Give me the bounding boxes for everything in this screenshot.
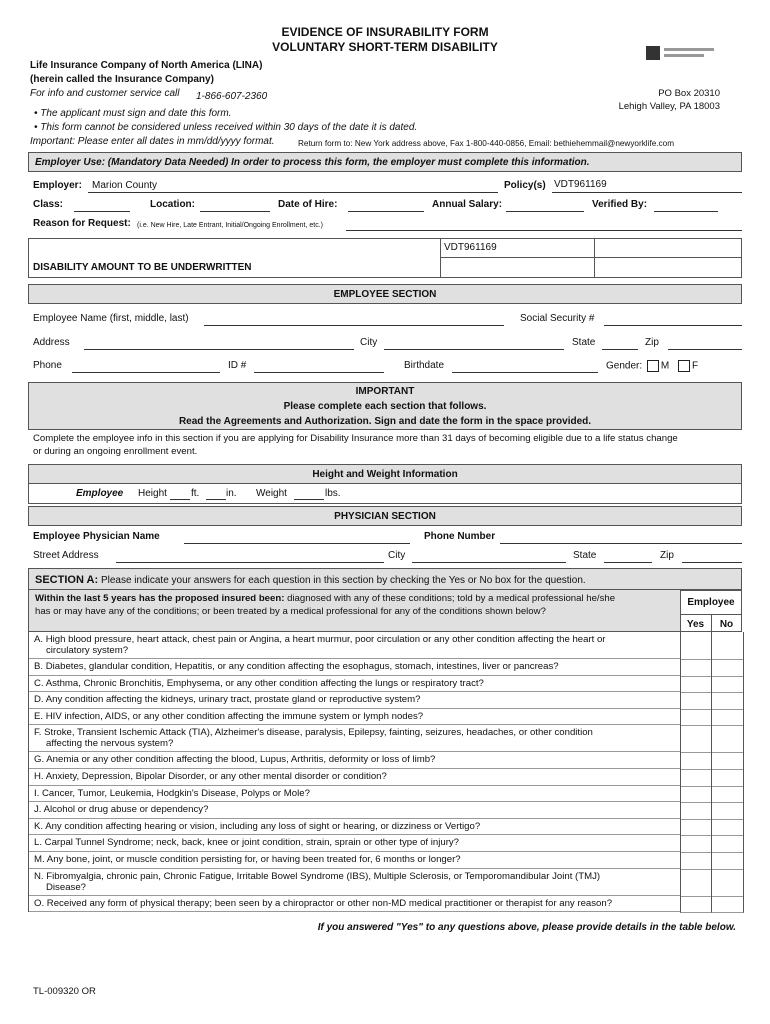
answer-yes-box[interactable]: [680, 752, 712, 770]
answer-yes-box[interactable]: [680, 835, 712, 853]
physician-phone-label: Phone Number: [424, 531, 496, 542]
important-line2: Read the Agreements and Authorization. Sign and date the form in the space provided.: [178, 416, 592, 427]
answer-yes-box[interactable]: [680, 725, 712, 753]
answer-yes-box[interactable]: [680, 659, 712, 677]
question-row: [28, 802, 680, 819]
col-no: No: [719, 619, 734, 630]
weight-label: Weight: [256, 488, 287, 499]
policy-label: Policy(s): [504, 180, 546, 191]
answer-yes-box[interactable]: [680, 709, 712, 727]
form-subtitle: VOLUNTARY SHORT-TERM DISABILITY: [272, 40, 498, 54]
address-field[interactable]: [84, 349, 354, 350]
height-in-field[interactable]: [206, 499, 226, 500]
city-state: Lehigh Valley, PA 18003: [618, 101, 720, 112]
answer-yes-box[interactable]: [680, 869, 712, 897]
hire-label: Date of Hire:: [278, 199, 338, 210]
salary-field[interactable]: [506, 211, 584, 212]
question-text: A. High blood pressure, heart attack, chest pain or Angina, a heart murmur, poor circulation or any other condition affecting the heart or: [34, 634, 606, 645]
section-a-heading: SECTION A:: [35, 574, 99, 586]
question-row: [28, 692, 680, 709]
question-row: [28, 659, 680, 676]
important-line1: Please complete each section that follows.: [283, 401, 487, 412]
birthdate-field[interactable]: [452, 372, 598, 373]
question-row: [28, 896, 680, 913]
answer-yes-box[interactable]: [680, 769, 712, 787]
question-text: G. Anemia or any other condition affecting the blood, Lupus, Arthritis, deformity or loss of limb?: [34, 754, 436, 766]
gender-f-label: F: [692, 360, 699, 372]
question-text: B. Diabetes, glandular condition, Hepatitis, or any condition affecting the esophagus, stomach, intestines, liver or pancreas?: [34, 661, 559, 672]
height-ft-field[interactable]: [170, 499, 190, 500]
company-sub: (herein called the Insurance Company): [30, 74, 214, 85]
gender-group: [606, 360, 698, 373]
verified-label: Verified By:: [592, 199, 648, 210]
zip-field[interactable]: [668, 349, 742, 350]
phys-zip-label: Zip: [660, 550, 674, 561]
physician-phone-field[interactable]: [500, 543, 742, 544]
height-label: Height: [138, 488, 167, 499]
question-text-cont: Disease?: [46, 881, 86, 893]
question-row: [28, 676, 680, 693]
weight-field[interactable]: [294, 499, 324, 500]
ssn-label: Social Security #: [520, 313, 595, 324]
location-field[interactable]: [200, 211, 270, 212]
section-a-instruction: Please indicate your answers for each question in this section by checking the Yes or No box for the question.: [100, 575, 586, 586]
return-address: Return form to: New York address above, Fax 1-800-440-0856, Email: bethiehemmail@newyorklife.com: [298, 139, 675, 148]
question-text: F. Stroke, Transient Ischemic Attack (TIA), Alzheimer's disease, paralysis, Epilepsy, fainting, seizures, headaches, or other condition: [34, 727, 593, 739]
question-row: [28, 786, 680, 803]
hw-row: [28, 484, 742, 504]
question-text: J. Alcohol or drug abuse or dependency?: [34, 804, 209, 816]
phys-state-label: State: [573, 550, 597, 561]
important-title: IMPORTANT: [355, 386, 415, 397]
answer-no-box[interactable]: [711, 769, 744, 787]
answer-no-box[interactable]: [711, 659, 744, 677]
col-yes: Yes: [686, 619, 705, 630]
state-field[interactable]: [602, 349, 638, 350]
address-label: Address: [33, 337, 70, 348]
answer-no-box[interactable]: [711, 852, 744, 870]
answer-yes-box[interactable]: [680, 852, 712, 870]
question-row: [28, 769, 680, 786]
in-label: in.: [226, 488, 237, 499]
employer-label: Employer:: [33, 180, 82, 191]
intro-rest2: has or may have any of the conditions; or been treated by a medical professional for any of the conditions shown below?: [35, 606, 546, 617]
id-field[interactable]: [254, 372, 384, 373]
question-row: [28, 632, 680, 659]
city-field[interactable]: [384, 349, 564, 350]
intro-rest1: diagnosed with any of these conditions; told by a medical professional he/she: [287, 593, 616, 604]
bullet-sign: • The applicant must sign and date this form.: [34, 108, 232, 119]
employee-banner-text: EMPLOYEE SECTION: [333, 289, 437, 300]
po-box: PO Box 20310: [658, 88, 720, 99]
question-text: O. Received any form of physical therapy; been seen by a chiropractor or other non-MD medical practitioner or therapist for any reason?: [34, 897, 613, 909]
answer-no-box[interactable]: [711, 869, 744, 897]
employer-banner-text: Employer Use: (Mandatory Data Needed) In order to process this form, the employer must complete this information.: [35, 157, 590, 168]
physician-banner-text: PHYSICIAN SECTION: [334, 511, 436, 522]
employer-banner: [28, 152, 742, 172]
phys-city-label: City: [388, 550, 406, 561]
question-text: M. Any bone, joint, or muscle condition persisting for, or having been treated for, 6 months or longer?: [34, 854, 461, 865]
physician-banner: [28, 506, 742, 526]
question-text: L. Carpal Tunnel Syndrome; neck, back, knee or joint condition, strain, sprain or other type of injury?: [34, 837, 460, 849]
gender-f-checkbox[interactable]: [678, 360, 690, 372]
answer-yes-box[interactable]: [680, 896, 712, 914]
birthdate-label: Birthdate: [404, 360, 445, 371]
answer-no-box[interactable]: [711, 632, 744, 660]
location-label: Location:: [150, 199, 195, 210]
hw-employee-label: Employee: [76, 488, 124, 499]
phys-zip-field[interactable]: [682, 562, 742, 563]
lbs-label: lbs.: [325, 488, 341, 499]
gender-m-label: M: [660, 360, 670, 372]
section-a-banner: [28, 568, 742, 590]
company-name: Life Insurance Company of North America (LINA): [30, 60, 263, 71]
employer-field[interactable]: [88, 192, 498, 193]
important-box: [28, 382, 742, 430]
hw-banner-text: Height and Weight Information: [312, 469, 458, 480]
verified-field[interactable]: [654, 211, 718, 212]
phys-state-field[interactable]: [604, 562, 652, 563]
reason-hint: (i.e. New Hire, Late Entrant, Initial/Ongoing Enrollment, etc.): [137, 222, 323, 229]
question-row: [28, 725, 680, 752]
important-dates: Important: Please enter all dates in mm/dd/yyyy format.: [30, 136, 275, 147]
ssn-field[interactable]: [604, 325, 742, 326]
employee-banner: [28, 284, 742, 304]
question-row: [28, 752, 680, 769]
gender-m-checkbox[interactable]: [647, 360, 659, 372]
gender-label: Gender:: [606, 360, 643, 372]
question-text: I. Cancer, Tumor, Leukemia, Hodgkin's Disease, Polyps or Mole?: [34, 787, 310, 799]
question-row: [28, 852, 680, 869]
emp-name-label: Employee Name (first, middle, last): [33, 313, 189, 324]
answer-no-box[interactable]: [711, 725, 744, 753]
hw-banner: [28, 464, 742, 484]
answer-yes-box[interactable]: [680, 786, 712, 804]
answer-yes-box[interactable]: [680, 802, 712, 820]
company-logo: [646, 44, 718, 64]
question-text: E. HIV infection, AIDS, or any other condition affecting the immune system or lymph nodes?: [34, 710, 424, 722]
answer-no-box[interactable]: [711, 802, 744, 820]
emp-phone-label: Phone: [33, 360, 62, 371]
info-label: For info and customer service call: [30, 88, 180, 99]
answer-yes-box[interactable]: [680, 819, 712, 837]
question-text: D. Any condition affecting the kidneys, urinary tract, prostate gland or reproductive system?: [34, 694, 421, 706]
question-text: H. Anxiety, Depression, Bipolar Disorder, or any other mental disorder or condition?: [34, 771, 387, 782]
emp-name-field[interactable]: [204, 325, 504, 326]
section-a-intro: [28, 590, 680, 632]
col-employee: Employee: [687, 597, 735, 608]
question-text: K. Any condition affecting hearing or vision, including any loss of sight or hearing, or dizziness or Vertigo?: [34, 820, 481, 832]
state-label: State: [572, 337, 596, 348]
important-note1: Complete the employee info in this section if you are applying for Disability Insurance more than 31 days of becoming eligible due to a life status change: [33, 433, 678, 444]
question-text-cont: affecting the nervous system?: [46, 738, 174, 750]
question-text: N. Fibromyalgia, chronic pain, Chronic Fatigue, Irritable Bowel Syndrome (IBS), Multiple Sclerosis, or Temporomandibular Joint (TMJ): [34, 870, 601, 882]
question-text-cont: circulatory system?: [46, 645, 129, 656]
answer-no-box[interactable]: [711, 692, 744, 710]
phys-city-field[interactable]: [412, 562, 566, 563]
ft-label: ft.: [191, 488, 200, 499]
salary-label: Annual Salary:: [432, 199, 503, 210]
id-label: ID #: [228, 360, 247, 371]
hire-field[interactable]: [348, 211, 424, 212]
disability-amount-field[interactable]: [444, 260, 590, 276]
question-row: [28, 835, 680, 852]
answer-yes-box[interactable]: [680, 692, 712, 710]
reason-label: Reason for Request:: [33, 218, 131, 229]
answer-no-box[interactable]: [711, 835, 744, 853]
answer-no-box[interactable]: [711, 709, 744, 727]
reason-field[interactable]: [346, 230, 742, 231]
form-id: TL-009320 OR: [33, 986, 96, 997]
intro-bold: Within the last 5 years has the proposed insured been:: [35, 593, 285, 604]
form-title: EVIDENCE OF INSURABILITY FORM: [281, 25, 489, 39]
bullet-30days: • This form cannot be considered unless received within 30 days of the date it is dated.: [34, 122, 418, 133]
emp-phone-field[interactable]: [72, 372, 220, 373]
yes-note: If you answered "Yes" to any questions above, please provide details in the table below.: [317, 922, 736, 933]
answer-no-box[interactable]: [711, 819, 744, 837]
class-field[interactable]: [74, 211, 130, 212]
physician-name-label: Employee Physician Name: [33, 531, 160, 542]
zip-label: Zip: [645, 337, 659, 348]
answer-yes-box[interactable]: [680, 676, 712, 694]
street-label: Street Address: [33, 550, 99, 561]
employer-value: Marion County: [92, 180, 158, 191]
street-field[interactable]: [116, 562, 384, 563]
question-row: [28, 869, 680, 896]
physician-name-field[interactable]: [184, 543, 410, 544]
answer-no-box[interactable]: [711, 896, 744, 914]
question-text: C. Asthma, Chronic Bronchitis, Emphysema, or any other condition affecting the lungs or respiratory tract?: [34, 677, 484, 689]
question-row: [28, 819, 680, 836]
policy-field[interactable]: [552, 192, 742, 193]
policy-cell: VDT961169: [444, 242, 497, 253]
city-label: City: [360, 337, 378, 348]
question-row: [28, 709, 680, 726]
phone-number: 1-866-607-2360: [196, 91, 268, 102]
disability-amount-label: DISABILITY AMOUNT TO BE UNDERWRITTEN: [33, 262, 252, 273]
class-label: Class:: [33, 199, 64, 210]
answer-no-box[interactable]: [711, 752, 744, 770]
answer-no-box[interactable]: [711, 676, 744, 694]
important-note2: or during an ongoing enrollment event.: [33, 446, 198, 457]
answer-yes-box[interactable]: [680, 632, 712, 660]
answer-no-box[interactable]: [711, 786, 744, 804]
policy-value: VDT961169: [554, 179, 607, 190]
